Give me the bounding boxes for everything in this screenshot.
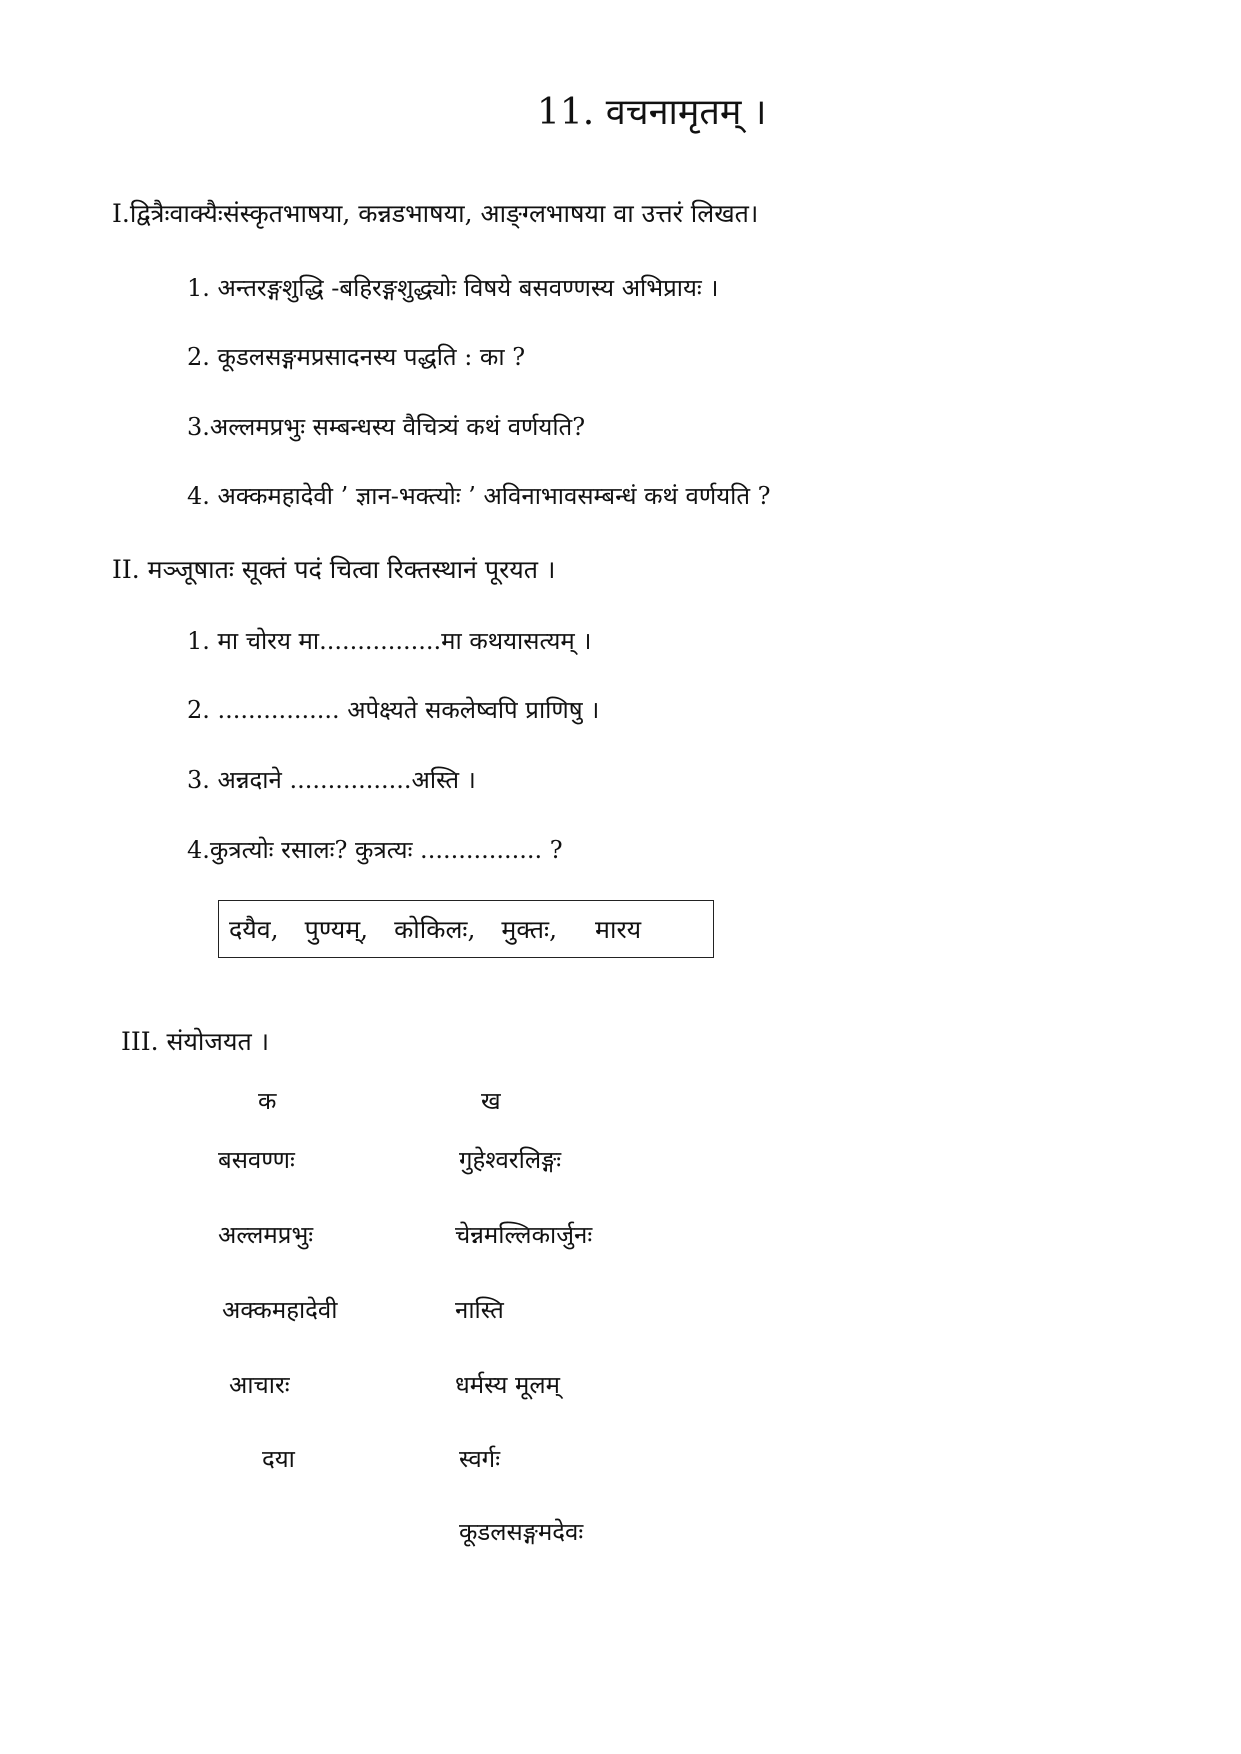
section-2-question: 3. अन्नदाने ................अस्ति । — [187, 766, 476, 794]
column-a-heading: क — [258, 1087, 277, 1115]
section-2-question: 4.कुत्रत्योः रसालः? कुत्रत्यः ................ ? — [187, 836, 563, 864]
section-3-heading: III. संयोजयत । — [121, 1027, 270, 1056]
column-b-item: गुहेश्वरलिङ्गः — [459, 1146, 562, 1174]
section-1-question: 1. अन्तरङ्गशुद्धि -बहिरङ्गशुद्ध्योः विषये बसवण्णस्य अभिप्रायः । — [187, 274, 719, 302]
word-box-option: कोकिलः, — [394, 915, 476, 944]
column-a-item: दया — [262, 1445, 295, 1473]
column-b-item: धर्मस्य मूलम् — [455, 1371, 560, 1399]
column-b-heading: ख — [481, 1087, 501, 1115]
word-box-option: मुक्तः, — [501, 915, 558, 944]
column-a-item: आचारः — [229, 1371, 290, 1399]
section-1-question: 2. कूडलसङ्गमप्रसादनस्य पद्धति : का ? — [187, 343, 526, 371]
word-box-option: पुण्यम्, — [304, 915, 369, 944]
column-b-item: स्वर्गः — [459, 1445, 501, 1473]
section-1-question: 4. अक्कमहादेवी ’ ज्ञान-भक्त्योः ’ अविनाभावसम्बन्धं कथं वर्णयति ? — [187, 482, 771, 510]
column-b-item: चेन्नमल्लिकार्जुनः — [455, 1221, 593, 1249]
column-a-item: बसवण्णः — [218, 1146, 295, 1174]
section-2-heading: II. मञ्जूषातः सूक्तं पदं चित्वा रिक्तस्थानं पूरयत । — [112, 555, 556, 584]
word-box-option: दयैव, — [229, 915, 279, 944]
word-box — [218, 900, 714, 958]
column-b-item: नास्ति — [455, 1296, 504, 1324]
section-2-question: 1. मा चोरय मा................मा कथयासत्यम् । — [187, 627, 592, 655]
word-box-option: मारय — [595, 915, 642, 944]
section-2-question: 2. ................ अपेक्ष्यते सकलेष्वपि प्राणिषु । — [187, 696, 600, 724]
section-1-question: 3.अल्लमप्रभुः सम्बन्धस्य वैचित्र्यं कथं वर्णयति? — [187, 413, 586, 441]
column-a-item: अल्लमप्रभुः — [218, 1221, 314, 1249]
section-1-heading: I.द्वित्रैःवाक्यैःसंस्कृतभाषया, कन्नडभाषया, आङ्ग्लभाषया वा उत्तरं लिखत। — [112, 199, 759, 228]
column-b-item: कूडलसङ्गमदेवः — [459, 1518, 584, 1546]
page-title: 11. वचनामृतम् । — [537, 92, 767, 133]
column-a-item: अक्कमहादेवी — [222, 1296, 338, 1324]
